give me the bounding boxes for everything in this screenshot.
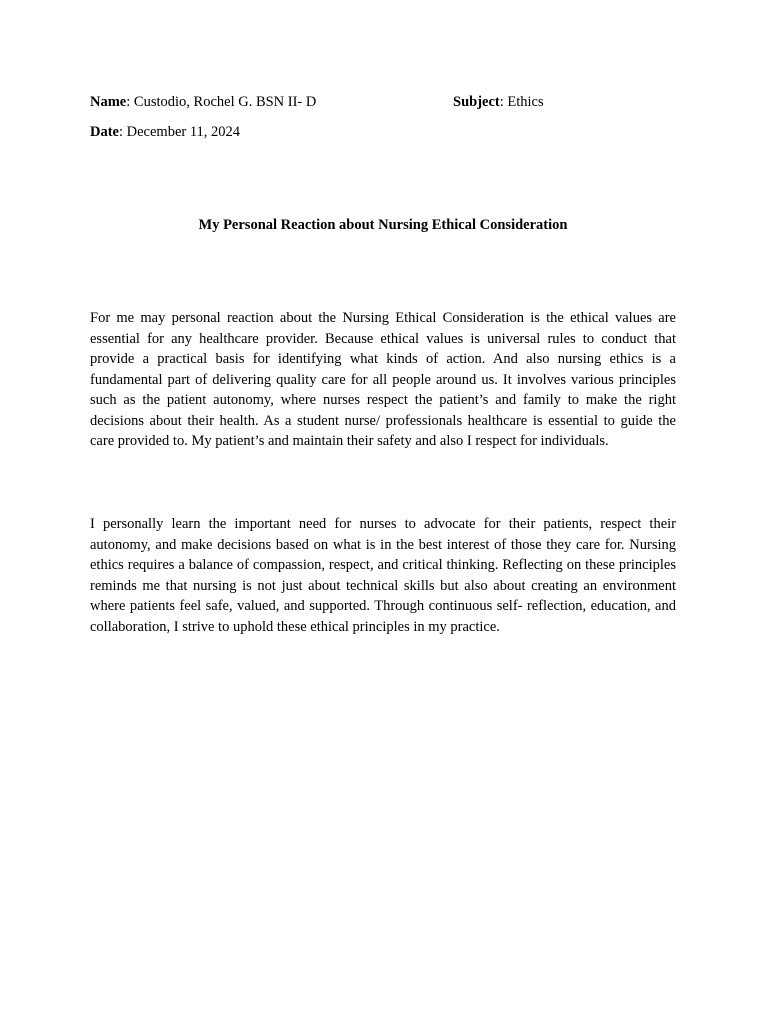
subject-line xyxy=(453,93,544,111)
document-title: My Personal Reaction about Nursing Ethical Consideration xyxy=(198,217,568,233)
body-paragraph: For me may personal reaction about the Nursing Ethical Consideration is the ethical values are essential for any healthcare provider. Because ethical values is universal rules to conduct that provide a practical basis for identifying what kinds of action. And also nursing ethics is a fundamental part of delivering quality care for all people around us. It involves various principles such as the patient autonomy, where nurses respect the patient’s and family to make the right decisions about their health. As a student nurse/ professionals healthcare is essential to guide the care provided to. My patient’s and maintain their safety and also I respect for individuals. xyxy=(90,310,676,449)
body-paragraph: I personally learn the important need for nurses to advocate for their patients, respect their autonomy, and make decisions based on what is in the best interest of those they care for. Nursing ethics requires a balance of compassion, respect, and critical thinking. Reflecting on these principles reminds me that nursing is not just about technical skills but also about creating an environment where patients feel safe, valued, and supported. Through continuous self- reflection, education, and collaboration, I strive to uphold these ethical principles in my practice. xyxy=(90,516,676,635)
subject-label: Subject xyxy=(453,94,500,110)
date-value: : December 11, 2024 xyxy=(119,124,241,140)
name-value: : Custodio, Rochel G. BSN II- D xyxy=(126,94,317,110)
subject-value: : Ethics xyxy=(499,94,544,110)
date-label: Date xyxy=(90,124,119,140)
date-line xyxy=(90,123,240,141)
name-line xyxy=(90,93,316,111)
name-label: Name xyxy=(90,94,127,110)
